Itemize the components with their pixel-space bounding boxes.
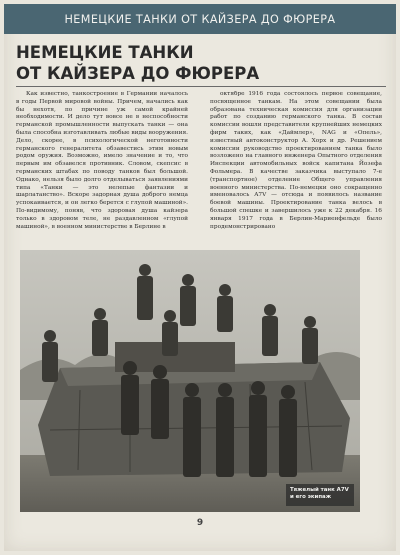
text-column-left: Как известно, танкостроение в Германии началось в годы Первой мировой войны. Причем, начались как бы нехотя, по причине уж самой крайней необходимости. И дело тут вовсе не в неспособности германской промышленности выпускать танки — она была способна изготавливать любые виды вооружения. Дело, скорее, в психологической неготовности германского генералитета обзавестись этим новым родом оружия. Возможно, имело значение и то, что первым им обзавелся противник. Словом, скепсис в германских штабах по поводу танков был большой. Однако, нельзя было долго отделываться заявлениями типа «Танки — это нелепые фантазии и шарлатанство». Вскоре задорная душа доброго немца успокаивается, и он легко берется с глупой машиной». По-видимому, поняв, что здоровая душа кайзера только в здоровом теле, не раздавленном «глупой машиной», в военном министерстве в Берлине в	[16, 91, 188, 230]
article-title	[16, 42, 386, 84]
running-header	[4, 4, 396, 34]
photo-illustration	[20, 250, 360, 512]
photo-caption	[286, 484, 354, 506]
tank-crew-photo	[20, 250, 360, 512]
running-title: НЕМЕЦКИЕ ТАНКИ ОТ КАЙЗЕРА ДО ФЮРЕРА	[64, 12, 336, 26]
article-title-line2: ОТ КАЙЗЕРА ДО ФЮРЕРА	[16, 64, 260, 83]
page-number: 9	[196, 518, 204, 528]
title-divider	[16, 86, 386, 87]
page	[4, 4, 396, 551]
text-column-right: октябре 1916 года состоялось первое совещание, посвященное танкам. На этом совещании была образована техническая комиссия для организации работ по созданию германского танка. В состав комиссии вошли представители крупнейших немецких фирм таких, как «Даймлер», NAG и «Опель», известный автоконструктор А. Хорх и др. Решением комиссии руководство проектированием танка было возложено на главного инженера Опытного отделения Инспекции автомобильных войск капитана Йозефа Фольмера. В качестве заказчика выступало 7-е (транспортное) отделение Общего управления военного министерства. По-немецки оно сокращенно именовалось A7V — отсюда и появилось название боевой машины. Проектирование танка велось в большой спешке и завершилось уже к 22 декабря. 16 января 1917 года в Берлин-Мариенфельде было продемонстрировано	[210, 91, 382, 230]
photo-caption-line2: и его экипаж	[290, 494, 332, 500]
photo-caption-line1: Тяжелый танк A7V	[290, 487, 349, 493]
article-title-line1: НЕМЕЦКИЕ ТАНКИ	[16, 43, 194, 62]
